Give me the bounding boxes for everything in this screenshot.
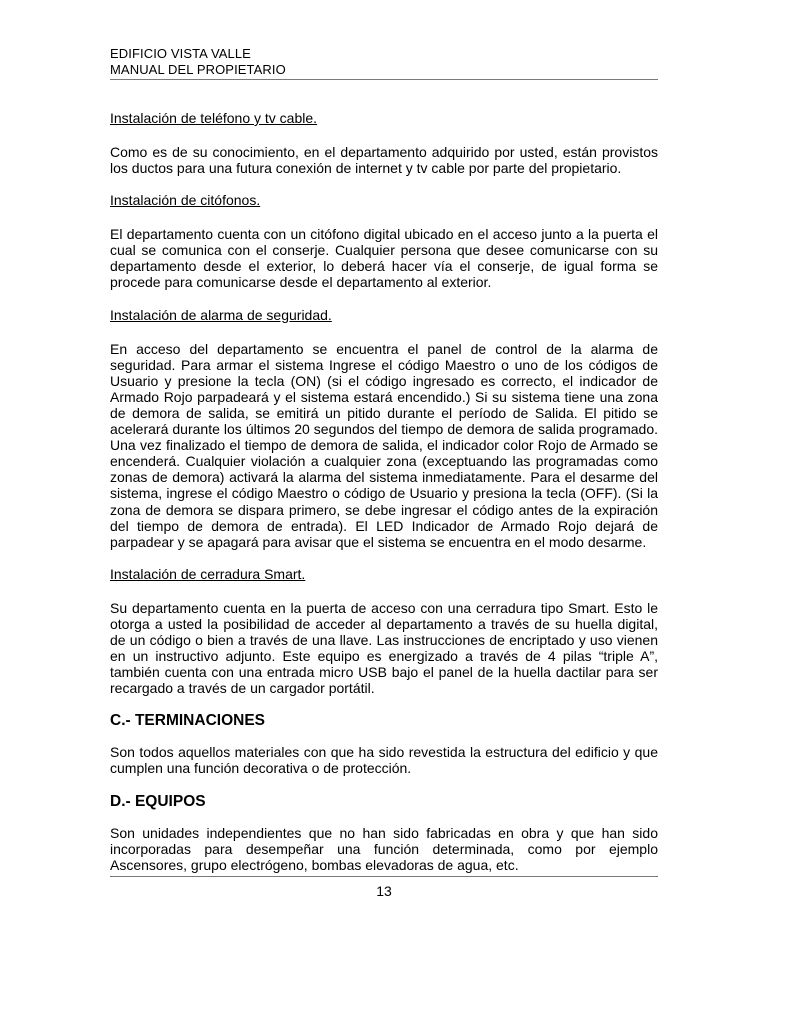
document-page [110,46,658,899]
header-building-name: EDIFICIO VISTA VALLE [110,46,251,61]
section-title-terminaciones: C.- TERMINACIONES [110,712,265,730]
running-header [110,46,658,80]
section-title-equipos: D.- EQUIPOS [110,792,206,810]
paragraph-telefono-tv-cable: Como es de su conocimiento, en el departamento adquirido por usted, están provistos los ductos para una futura conexión de internet y tv cable por parte del propietario. [110,144,658,177]
paragraph-alarma-seguridad: En acceso del departamento se encuentra el panel de control de la alarma de seguridad. Para armar el sistema Ingrese el código Maestro o uno de los códigos de Usuario y presione la tecla (ON) (si el código ingresado es correcto, el indicador de Armado Rojo parpadeará y el sistema estará encendido.) Si su sistema tiene una zona de demora de salida, se emitirá un pitido durante el período de Salida. El pitido se acelerará durante los últimos 20 segundos del tiempo de demora de salida programado. Una vez finalizado el tiempo de demora de salida, el indicador color Rojo de Armado se encenderá. Cualquier violación a cualquier zona (exceptuando las programadas como zonas de demora) activará la alarma del sistema inmediatamente. Para el desarme del sistema, ingrese el código Maestro o código de Usuario y presiona la tecla (OFF). (Si la zona de demora se dispara primero, se debe ingresar el código antes de la expiración del tiempo de demora de entrada). El LED Indicador de Armado Rojo dejará de parpadear y se apagará para avisar que el sistema se encuentra en el modo desarme. [110,340,658,550]
header-manual-title: MANUAL DEL PROPIETARIO [110,62,286,77]
heading-alarma-seguridad: Instalación de alarma de seguridad. [110,306,332,323]
paragraph-citofonos: El departamento cuenta con un citófono digital ubicado en el acceso junto a la puerta el cual se comunica con el conserje. Cualquier persona que desee comunicarse con su departamento desde el exterior, lo deberá hacer vía el conserje, de igual forma se procede para comunicarse desde el departamento al exterior. [110,226,658,291]
page-number: 13 [376,882,392,899]
paragraph-terminaciones: Son todos aquellos materiales con que ha sido revestida la estructura del edificio y que cumplen una función decorativa o de protección. [110,744,658,777]
heading-citofonos: Instalación de citófonos. [110,192,261,209]
header-divider [110,79,658,80]
paragraph-cerradura-smart: Su departamento cuenta en la puerta de acceso con una cerradura tipo Smart. Esto le otorga a usted la posibilidad de acceder al departamento a través de su huella digital, de un código o bien a través de una llave. Las instrucciones de encriptado y uso vienen en un instructivo adjunto. Este equipo es energizado a través de 4 pilas “triple A”, también cuenta con una entrada micro USB bajo el panel de la huella dactilar para ser recargado a través de un cargador portátil. [110,599,658,697]
heading-telefono-tv-cable: Instalación de teléfono y tv cable. [110,110,318,126]
footer-divider [110,876,658,877]
paragraph-equipos: Son unidades independientes que no han sido fabricadas en obra y que han sido incorporadas para desempeñar una función determinada, como por ejemplo Ascensores, grupo electrógeno, bombas elevadoras de agua, etc. [110,824,658,873]
heading-cerradura-smart: Instalación de cerradura Smart. [110,565,306,582]
